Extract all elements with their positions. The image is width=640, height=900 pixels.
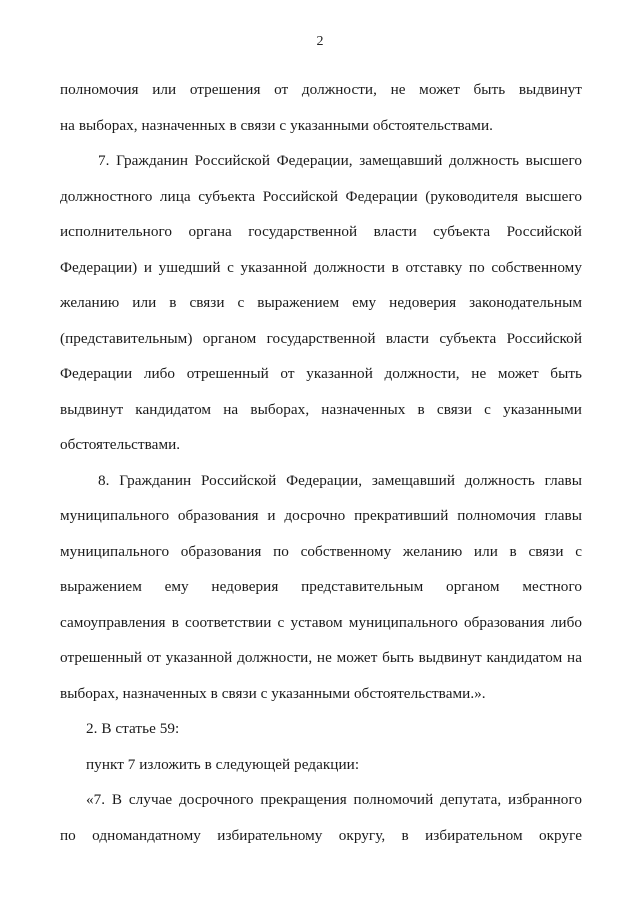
text-line: отрешенный от указанной должности, не может быть выдвинут кандидатом на xyxy=(60,649,582,666)
text-line: полномочия или отрешения от должности, не может быть выдвинут xyxy=(60,81,582,98)
page-number: 2 xyxy=(316,34,324,49)
paragraph-instruction xyxy=(60,747,582,783)
text-line: самоуправления в соответствии с уставом муниципального образования либо xyxy=(60,613,582,631)
text-line: Федерации) и ушедший с указанной должности в отставку по собственному xyxy=(60,258,582,276)
text-line: выборах, назначенных в связи с указанными обстоятельствами.». xyxy=(60,684,486,702)
paragraph-new-clause-7 xyxy=(60,782,582,853)
text-line: по одномандатному избирательному округу, в избирательном округе xyxy=(60,826,582,844)
text-line: желанию или в связи с выражением ему недоверия законодательным xyxy=(60,294,582,311)
text-line: на выборах, назначенных в связи с указанными обстоятельствами. xyxy=(60,116,493,134)
text-line: должностного лица субъекта Российской Федерации (руководителя высшего xyxy=(60,187,582,205)
text-line: 2. В статье 59: xyxy=(86,720,180,737)
text-line: «7. В случае досрочного прекращения полномочий депутата, избранного xyxy=(86,791,582,808)
text-line: пункт 7 изложить в следующей редакции: xyxy=(86,755,360,773)
text-line: 7. Гражданин Российской Федерации, замещавший должность высшего xyxy=(98,152,582,169)
document-body xyxy=(60,72,582,853)
paragraph-clause-8 xyxy=(60,463,582,712)
text-line: муниципального образования и досрочно прекративший полномочия главы xyxy=(60,507,582,524)
paragraph-article-59 xyxy=(60,711,582,747)
text-line: выдвинут кандидатом на выборах, назначенных в связи с указанными xyxy=(60,400,582,418)
text-line: обстоятельствами. xyxy=(60,436,181,453)
text-line: (представительным) органом государственной власти субъекта Российской xyxy=(60,329,582,347)
text-line: 8. Гражданин Российской Федерации, замещавший должность главы xyxy=(98,471,582,489)
text-line: муниципального образования по собственному желанию или в связи с xyxy=(60,542,582,560)
text-line: Федерации либо отрешенный от указанной должности, не может быть xyxy=(60,365,582,382)
text-line: исполнительного органа государственной власти субъекта Российской xyxy=(60,223,582,240)
text-line: выражением ему недоверия представительным органом местного xyxy=(60,578,582,595)
paragraph-clause-7 xyxy=(60,143,582,463)
paragraph-continuation xyxy=(60,72,582,143)
